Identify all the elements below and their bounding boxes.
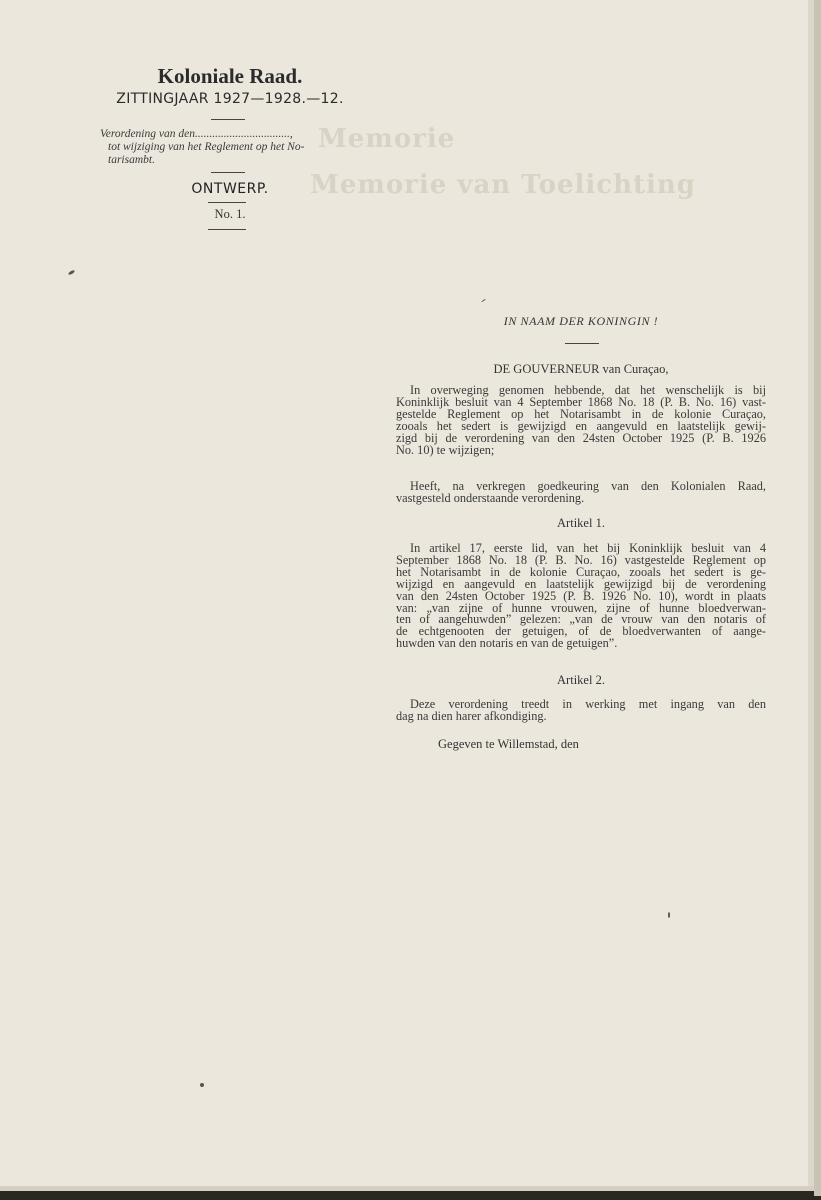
enactment-paragraph	[396, 481, 766, 505]
given-at-line: Gegeven te Willemstad, den	[438, 737, 579, 751]
text-line: huwden van den notaris en van de getuigen”.	[396, 636, 618, 651]
text-line: ten of aangehuwden” gelezen: „van de vrouw van den notaris of	[396, 612, 766, 627]
text-line: Heeft, na verkregen goedkeuring van den Kolonialen Raad,	[410, 479, 766, 493]
header-divider	[211, 119, 245, 120]
council-title: Koloniale Raad.	[157, 64, 303, 88]
number-divider	[208, 229, 246, 230]
draft-number: No. 1.	[214, 207, 246, 221]
ordinance-subject	[100, 128, 358, 167]
ink-speck	[481, 299, 486, 303]
session-year: ZITTINGJAAR 1927—1928.—12.	[116, 91, 344, 107]
governor-line: DE GOUVERNEUR van Curaçao,	[493, 362, 669, 376]
page-edge	[814, 0, 821, 1196]
text-line: de echtgenooten der getuigen, of de bloedverwanten of aange-	[396, 624, 766, 639]
text-line: September 1868 No. 18 (P. B. No. 16) vastgestelde Reglement op	[396, 552, 766, 567]
ink-speck	[68, 269, 76, 275]
page-edge-bottom	[0, 1186, 814, 1191]
text-line: dag na dien harer afkondiging.	[396, 708, 547, 723]
subject-line: Verordening van den.................................,	[100, 128, 293, 140]
text-line: No. 10) te wijzigen;	[396, 442, 495, 457]
article-1-heading: Artikel 1.	[557, 516, 605, 530]
text-line: In artikel 17, eerste lid, van het bij Koninklijk besluit van 4	[410, 541, 766, 555]
show-through-text-2: Memorie van Toelichting	[310, 170, 696, 200]
article-1-text	[396, 543, 766, 650]
text-line: Koninklijk besluit van 4 September 1868 No. 18 (P. B. No. 16) vast-	[396, 394, 766, 409]
text-line: zooals het sedert is gewijzigd en aangevuld en laatstelijk gewij-	[396, 418, 766, 433]
preamble-paragraph	[396, 385, 766, 456]
subject-divider	[211, 172, 245, 173]
text-line: van den 24sten October 1925 (P. B. 1926 No. 10), wordt in plaats	[396, 588, 766, 603]
text-line: vastgesteld onderstaande verordening.	[396, 490, 585, 505]
show-through-text: Memorie	[318, 124, 456, 154]
text-line: In overweging genomen hebbende, dat het wenschelijk is bij	[410, 383, 766, 397]
text-line: wijzigd en aangevuld en laatstelijk gewijzigd bij de verordening	[396, 576, 766, 591]
text-line: gestelde Reglement op het Notarisambt in de kolonie Curaçao,	[396, 406, 766, 421]
subject-line: tot wijziging van het Reglement op het No-	[108, 141, 305, 153]
royal-invocation: IN NAAM DER KONINGIN !	[503, 314, 659, 328]
article-2-heading: Artikel 2.	[557, 673, 605, 687]
draft-divider	[208, 202, 246, 203]
text-line: zigd bij de verordening van den 24sten October 1925 (P. B. 1926	[396, 430, 766, 445]
invocation-divider	[565, 343, 599, 344]
ink-speck	[668, 912, 670, 918]
subject-line: tarisambt.	[108, 154, 155, 166]
text-line: van: „van zijne of hunne vrouwen, zijne of hunne bloedverwan-	[396, 600, 766, 615]
draft-label: ONTWERP.	[191, 181, 269, 197]
article-2-text	[396, 699, 766, 723]
text-line: het Notarisambt in de kolonie Curaçao, zooals het sedert is ge-	[396, 564, 766, 579]
ink-speck	[200, 1083, 204, 1087]
text-line: Deze verordening treedt in werking met ingang van den	[410, 697, 766, 711]
